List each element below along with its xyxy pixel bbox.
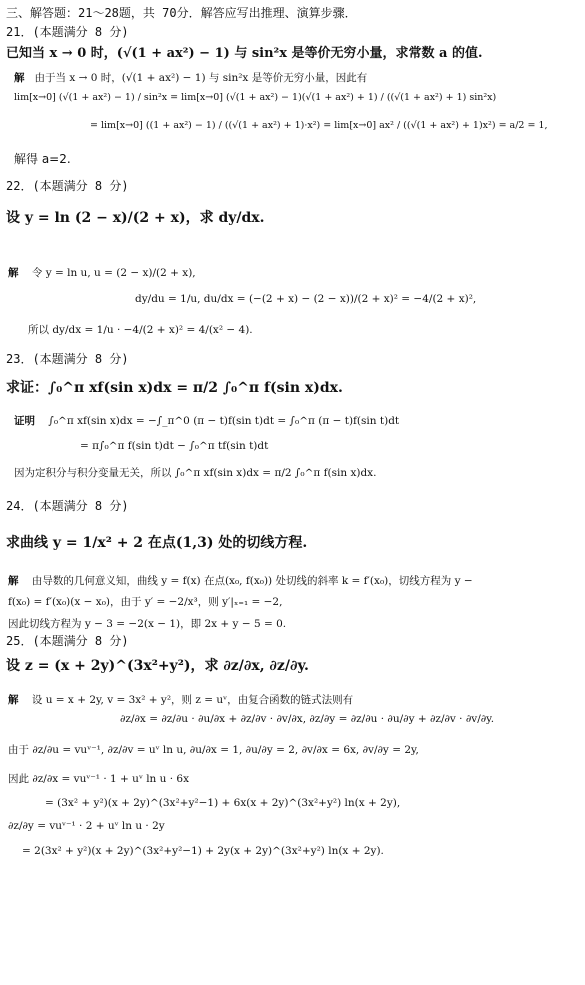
q24-solution-line-1 [8,573,473,588]
q25-statement: 设 z = (x + 2y)^(3x²+y²)，求 ∂z/∂x, ∂z/∂y. [6,658,309,674]
q21-solution-line-2: lim[x→0] (√(1 + ax²) − 1) / sin²x = lim[x→0] (√(1 + ax²) − 1)(√(1 + ax²) + 1) / ((√(1 + ax²) + 1) sin²x) [14,92,497,103]
q22-solution-text: 令 y = ln u, u = (2 − x)/(2 + x), [31,267,196,279]
q23-number: 23．(本题满分 8 分) [6,352,129,366]
q21-answer: 解得 a=2. [14,152,71,166]
q21-number: 21．(本题满分 8 分) [6,25,129,39]
q23-solution-line-3: 因为定积分与积分变量无关，所以 ∫₀^π xf(sin x)dx = π/2 ∫₀^π f(sin x)dx. [14,467,377,479]
q22-solution-line-1 [8,265,196,280]
section-header: 三、解答题：21～28题，共 70分．解答应写出推理、演算步骤． [6,6,357,20]
q25-solution-line-3: 由于 ∂z/∂u = vuᵛ⁻¹, ∂z/∂v = uᵛ ln u, ∂u/∂x = 1, ∂u/∂y = 2, ∂v/∂x = 6x, ∂v/∂y = 2y, [8,744,419,756]
q23-statement: 求证：∫₀^π xf(sin x)dx = π/2 ∫₀^π f(sin x)dx. [6,380,343,396]
q25-solution-text: 设 u = x + 2y, v = 3x² + y²，则 z = uᵛ，由复合函数的链式法则有 [31,694,354,706]
q25-solution-line-2: ∂z/∂x = ∂z/∂u · ∂u/∂x + ∂z/∂v · ∂v/∂x, ∂z/∂y = ∂z/∂u · ∂u/∂y + ∂z/∂v · ∂v/∂y. [120,713,495,725]
q23-solution-line-1 [14,413,399,428]
q24-solution-text: 由导数的几何意义知，曲线 y = f(x) 在点(x₀, f(x₀)) 处切线的斜率 k = f′(x₀)，切线方程为 y − [31,575,473,587]
q22-statement: 设 y = ln (2 − x)/(2 + x)，求 dy/dx. [6,210,265,226]
q25-number: 25．(本题满分 8 分) [6,634,129,648]
q23-solution-line-2: = π∫₀^π f(sin t)dt − ∫₀^π tf(sin t)dt [80,440,269,452]
q24-statement: 求曲线 y = 1/x² + 2 在点(1,3) 处的切线方程. [6,535,308,551]
q22-solution-label: 解 [8,267,19,279]
q21-statement: 已知当 x → 0 时，(√(1 + ax²) − 1) 与 sin²x 是等价无穷小量，求常数 a 的值. [6,46,483,61]
q25-solution-line-4: 因此 ∂z/∂x = vuᵛ⁻¹ · 1 + uᵛ ln u · 6x [8,773,190,785]
q22-solution-line-2: dy/du = 1/u, du/dx = (−(2 + x) − (2 − x))/(2 + x)² = −4/(2 + x)², [135,293,477,305]
q25-solution-label: 解 [8,694,19,706]
q21-solution-line-3: = lim[x→0] ((1 + ax²) − 1) / ((√(1 + ax²) + 1)·x²) = lim[x→0] ax² / ((√(1 + ax²) + 1)x²) = a/2 = 1, [90,120,548,131]
q25-solution-line-5: = (3x² + y²)(x + 2y)^(3x²+y²−1) + 6x(x + 2y)^(3x²+y²) ln(x + 2y), [45,797,401,809]
q21-solution-text: 由于当 x → 0 时，(√(1 + ax²) − 1) 与 sin²x 是等价无穷小量，因此有 [34,72,368,84]
q21-solution-label: 解 [14,72,25,84]
q24-number: 24．(本题满分 8 分) [6,499,129,513]
q25-solution-line-7: = 2(3x² + y²)(x + 2y)^(3x²+y²−1) + 2y(x + 2y)^(3x²+y²) ln(x + 2y). [22,845,384,857]
q24-solution-line-2: f(x₀) = f′(x₀)(x − x₀)，由于 y′ = −2/x³，则 y′|ₓ₌₁ = −2, [8,596,283,608]
q21-solution-line-1 [14,70,367,85]
q25-solution-line-1 [8,692,353,707]
q23-solution-text: ∫₀^π xf(sin x)dx = −∫_π^0 (π − t)f(sin t)dt = ∫₀^π (π − t)f(sin t)dt [48,415,400,427]
q23-solution-label: 证明 [14,415,35,427]
q25-solution-line-6: ∂z/∂y = vuᵛ⁻¹ · 2 + uᵛ ln u · 2y [8,820,165,832]
q24-solution-line-3: 因此切线方程为 y − 3 = −2(x − 1)，即 2x + y − 5 = 0. [8,618,287,630]
q24-solution-label: 解 [8,575,19,587]
q22-solution-line-3: 所以 dy/dx = 1/u · −4/(2 + x)² = 4/(x² − 4). [28,324,253,336]
q22-number: 22．(本题满分 8 分) [6,179,129,193]
